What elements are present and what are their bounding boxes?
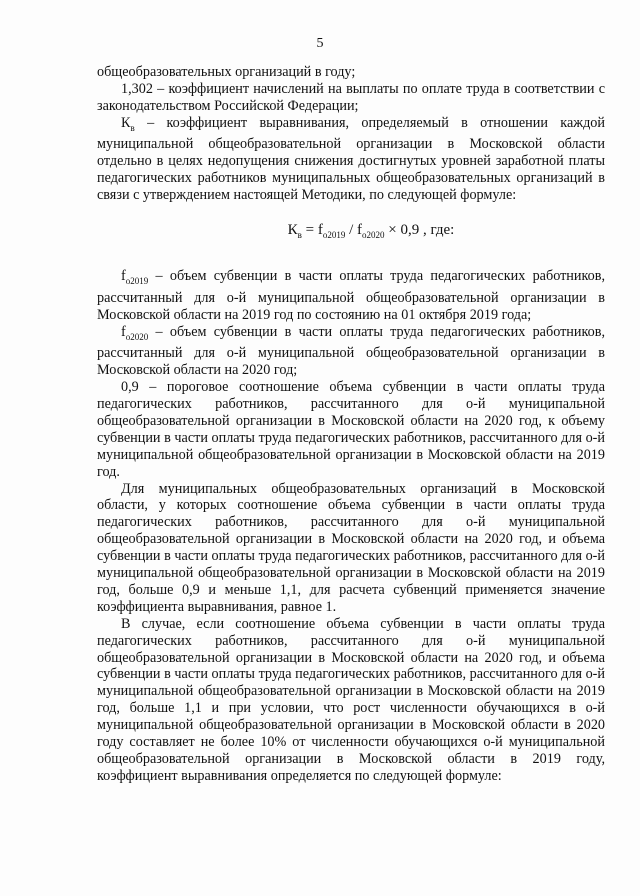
document-body — [97, 64, 605, 785]
symbol-kv: $К_в$ — [121, 114, 135, 133]
formula-kv: $К_в = f_{o2019} / f_{o2020} \times 0,9$ , где: — [287, 222, 455, 241]
paragraph-continuation: общеобразовательных организаций в году; — [97, 64, 356, 80]
paragraph-text: – коэффициент выравнивания, определяемый в отношении каждой муниципальной общеобразовательной организации в Московской области отдельно в целях недопущения снижения достигнутых уровней заработной платы педагогических работников муниципальных общеобразовательных организаций в связи с утверждением настоящей Методики, по следующей формуле: — [97, 114, 605, 204]
paragraph-f2019-definition — [97, 268, 605, 324]
paragraph-text: – объем субвенции в части оплаты труда педагогических работников, рассчитанный для о-й муниципальной общеобразовательной организации в Московской области на 2019 год по состоянию на 01 октября 2019 года; — [97, 267, 605, 323]
paragraph-range-rule: Для муниципальных общеобразовательных организаций в Московской области, у которых соотношение объема субвенции в части оплаты труда педагогических работников, рассчитанного для о-й муниципальной общеобразовательной организации в Московской области на 2020 год, и объема субвенции в части оплаты труда педагогических работников, рассчитанного для о-й муниципальной общеобразовательной организации в Московской области на 2019 год, больше 0,9 и меньше 1,1, для расчета субвенций применяется значение коэффициента выравнивания, равное 1. — [97, 480, 605, 615]
symbol-f2020: $f_{o2020}$ — [121, 323, 149, 342]
symbol-f2019: $f_{o2019}$ — [121, 267, 149, 286]
paragraph-f2020-definition — [97, 324, 605, 380]
paragraph-threshold: 0,9 – пороговое соотношение объема субвенции в части оплаты труда педагогических работников, рассчитанного для о-й муниципальной общеобразовательной организации в Московской области на 2020 год, к объему субвенции в части оплаты труда педагогических работников, рассчитанного для о-й муниципальной общеобразовательной организации в Московской области на 2019 год. — [97, 379, 605, 480]
paragraph-growth-rule: В случае, если соотношение объема субвенции в части оплаты труда педагогических работников, рассчитанного для о-й муниципальной общеобразовательной организации в Московской области на 2020 год, и объема субвенции в части оплаты труда педагогических работников, рассчитанного для о-й муниципальной общеобразовательной организации в Московской области на 2019 год, больше 1,1 и при условии, что рост численности обучающихся в о-й муниципальной общеобразовательной организации в Московской области в 2020 году составляет не более 10% от численности обучающихся о-й муниципальной общеобразовательной организации в Московской области в 2019 году, коэффициент выравнивания определяется по следующей формуле: — [97, 615, 605, 784]
paragraph-text: – объем субвенции в части оплаты труда педагогических работников, рассчитанный для о-й муниципальной общеобразовательной организации в Московской области на 2020 год; — [97, 323, 605, 379]
page-number: 5 — [316, 36, 324, 51]
paragraph-alignment-coefficient — [97, 115, 605, 204]
paragraph-accrual-coefficient: 1,302 – коэффициент начислений на выплаты по оплате труда в соответствии с законодательством Российской Федерации; — [97, 80, 605, 114]
